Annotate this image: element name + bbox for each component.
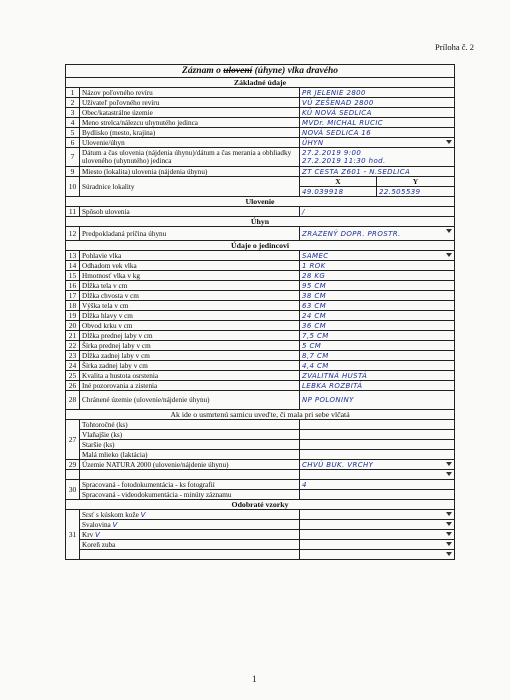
chevron-down-icon <box>446 462 452 466</box>
sample-label: Srsť s kúskom kože V <box>80 510 300 520</box>
row-label: Názov poľovného revíru <box>80 88 300 98</box>
row-label: Súradnice lokality <box>80 177 300 197</box>
record-form: Záznam o ulovení (úhyne) vlka dravého Základné údaje 1 Názov poľovného revíru PR JELENIE 2800 2 Užívateľ poľovného revíru VÚ ZEŠENAD 2800 3 Obec/katastrálne územie KÚ NOVÁ SEDLICA 4 Meno strelca/nálezcu uhynutého jedinca MVDr. MICHAL RUCIC 5 Bydlisko (mesto, krajina) NOVÁ SEDLICA 16 6 Ulovenie/úhyn ÚHYN 7 Dátum a čas ulovenia (nájdenia úhynu)/dátum a čas merania a obhliadky uloveného (uhynutého) jedinca 27.2.2019 9:00 27.2.2019 11:30 hod. 9 Miesto (lokalita) ulovenia (nájdenia úhynu) ZT CESTA Z601 - N.SEDLICA 10 Súradnice lokality X Y 49.039918 22.505539 Ulovenie 11 Spôsob ulovenia / Úhyn 12 Predpokladaná príčina úhynu ZRAZENÝ DOPR. PROSTR. Údaje o jedincovi 13 Pohlavie vlka SAMEC 14 Odhadom vek vlka 1 ROK 15 Hmotnosť vlka v kg 28 KG 16 Dĺžka tela v cm 95 CM 17 Dĺžka chvosta v cm 38 CM 18 Výška tela v cm 63 CM 19 Dĺžka hlavy v cm 24 CM 20 Obvod krku v cm 36 CM 21 Dĺžka prednej laby v cm 7,5 CM 22 Šírka prednej laby v cm 5 CM 23 Dĺžka zadnej laby v cm 8,7 CM 24 Šírka zadnej laby v cm 4,4 CM 25 Kvalita a hustota osrstenia ZVALITNÁ HUSTÁ 26 Iné pozorovania a zistenia LEBKA ROZBITÁ 28 Chránené územie (ulovenie/nájdenie úhynu) NP POLONINY Ak ide o usmrtenú samicu uveďte, či mala pri sebe vlčatá 27 Tohtoročné (ks) Vlaňajšie (ks) Staršie (ks) Malá mlieko (laktácia) 29 Územie NATURA 2000 (ulovenie/nájdenie úhynu) CHVÚ BUK. VRCHY 30 Spracovaná - fotodokumentácia - ks fotografií 4 Spracovaná - videodokumentácia - minúty záznamu Odobraté vzorky 31 Srsť s kúskom kože V Svalovina V Krv V Koreň zuba <box>65 64 455 560</box>
row-value[interactable]: 1 ROK <box>300 261 455 271</box>
row-label: Obvod krku v cm <box>80 321 300 331</box>
row-value[interactable]: 7,5 CM <box>300 331 455 341</box>
coord-x-field[interactable]: 49.039918 <box>300 187 377 197</box>
row-label: Šírka zadnej laby v cm <box>80 361 300 371</box>
row-label: Kvalita a hustota osrstenia <box>80 371 300 381</box>
row-value[interactable]: 27.2.2019 9:00 27.2.2019 11:30 hod. <box>300 148 455 167</box>
row-value[interactable]: 63 CM <box>300 301 455 311</box>
annex-label: Príloha č. 2 <box>435 42 474 52</box>
row-value[interactable]: PR JELENIE 2800 <box>300 88 455 98</box>
cause-dropdown[interactable]: ZRAZENÝ DOPR. PROSTR. <box>300 227 455 241</box>
row-label: Obec/katastrálne územie <box>80 108 300 118</box>
row-label: Šírka prednej laby v cm <box>80 341 300 351</box>
row-label: Chránené územie (ulovenie/nájdenie úhynu) <box>80 391 300 410</box>
row-label: Dĺžka zadnej laby v cm <box>80 351 300 361</box>
sex-dropdown[interactable]: SAMEC <box>300 251 455 261</box>
row-value[interactable]: LEBKA ROZBITÁ <box>300 381 455 391</box>
row-label: Pohlavie vlka <box>80 251 300 261</box>
sample-dropdown[interactable] <box>300 550 455 560</box>
row-value[interactable]: 36 CM <box>300 321 455 331</box>
female-value[interactable] <box>300 420 455 430</box>
chevron-down-icon <box>446 472 452 476</box>
row-value[interactable]: ZVALITNÁ HUSTÁ <box>300 371 455 381</box>
sample-dropdown[interactable] <box>300 520 455 530</box>
row-label: Územie NATURA 2000 (ulovenie/nájdenie úhynu) <box>80 460 300 470</box>
chevron-down-icon <box>446 140 452 144</box>
female-value[interactable] <box>300 440 455 450</box>
row-value[interactable]: 24 CM <box>300 311 455 321</box>
female-value[interactable] <box>300 430 455 440</box>
natura-dropdown[interactable] <box>300 470 455 480</box>
female-item: Staršie (ks) <box>80 440 300 450</box>
sample-dropdown[interactable] <box>300 510 455 520</box>
row-value[interactable]: / <box>300 207 455 217</box>
female-item: Vlaňajšie (ks) <box>80 430 300 440</box>
row-value[interactable]: MVDr. MICHAL RUCIC <box>300 118 455 128</box>
chevron-down-icon <box>446 552 452 556</box>
section-samples: Odobraté vzorky <box>66 500 455 510</box>
section-death: Úhyn <box>66 217 455 227</box>
row-value[interactable]: 28 KG <box>300 271 455 281</box>
row-label <box>80 470 300 480</box>
row-label: Dĺžka prednej laby v cm <box>80 331 300 341</box>
section-basic: Základné údaje <box>66 78 455 88</box>
sample-dropdown[interactable] <box>300 530 455 540</box>
coord-y-field[interactable]: 22.505539 <box>377 187 455 197</box>
doc-video-label: Spracovaná - videodokumentácia - minúty záznamu <box>80 490 300 500</box>
chevron-down-icon <box>446 532 452 536</box>
protected-area-dropdown[interactable]: CHVÚ BUK. VRCHY <box>300 460 455 470</box>
chevron-down-icon <box>446 522 452 526</box>
coord-y-header: Y <box>377 177 455 187</box>
sample-label: Koreň zuba <box>80 540 300 550</box>
chevron-down-icon <box>446 512 452 516</box>
doc-video-value[interactable] <box>300 490 455 500</box>
row-value[interactable]: 8,7 CM <box>300 351 455 361</box>
section-individual: Údaje o jedincovi <box>66 241 455 251</box>
sample-label: Svalovina V <box>80 520 300 530</box>
row-value[interactable]: 4,4 CM <box>300 361 455 371</box>
row-label: Výška tela v cm <box>80 301 300 311</box>
coord-x-header: X <box>300 177 377 187</box>
row-value[interactable]: 95 CM <box>300 281 455 291</box>
female-value[interactable] <box>300 450 455 460</box>
sample-label <box>80 550 300 560</box>
female-item: Tohtoročné (ks) <box>80 420 300 430</box>
chevron-down-icon <box>446 542 452 546</box>
row-label: Meno strelca/nálezcu uhynutého jedinca <box>80 118 300 128</box>
row-label: Dĺžka chvosta v cm <box>80 291 300 301</box>
doc-photo-label: Spracovaná - fotodokumentácia - ks fotografií <box>80 480 300 490</box>
row-label: Ulovenie/úhyn <box>80 138 300 148</box>
status-dropdown[interactable]: ÚHYN <box>300 138 455 148</box>
row-label: Bydlisko (mesto, krajina) <box>80 128 300 138</box>
row-label: Spôsob ulovenia <box>80 207 300 217</box>
section-catch: Ulovenie <box>66 197 455 207</box>
form-title: Záznam o ulovení (úhyne) vlka dravého <box>66 65 455 78</box>
doc-photo-value[interactable]: 4 <box>300 480 455 490</box>
row-label: Dátum a čas ulovenia (nájdenia úhynu)/dátum a čas merania a obhliadky uloveného (uhynutého) jedinca <box>80 148 300 167</box>
chevron-down-icon <box>446 229 452 233</box>
row-value[interactable]: ZT CESTA Z601 - N.SEDLICA <box>300 167 455 177</box>
row-label: Predpokladaná príčina úhynu <box>80 227 300 241</box>
female-note: Ak ide o usmrtenú samicu uveďte, či mala pri sebe vlčatá <box>66 410 455 420</box>
row-value[interactable]: 38 CM <box>300 291 455 301</box>
row-label: Odhadom vek vlka <box>80 261 300 271</box>
row-label: Hmotnosť vlka v kg <box>80 271 300 281</box>
page-number: 1 <box>252 674 257 684</box>
sample-label: Krv V <box>80 530 300 540</box>
sample-dropdown[interactable] <box>300 540 455 550</box>
row-value[interactable]: NP POLONINY <box>300 391 455 410</box>
row-label: Miesto (lokalita) ulovenia (nájdenia úhynu) <box>80 167 300 177</box>
row-label: Dĺžka hlavy v cm <box>80 311 300 321</box>
female-item: Malá mlieko (laktácia) <box>80 450 300 460</box>
row-label: Iné pozorovania a zistenia <box>80 381 300 391</box>
row-value[interactable]: 5 CM <box>300 341 455 351</box>
row-value[interactable]: NOVÁ SEDLICA 16 <box>300 128 455 138</box>
row-value[interactable]: KÚ NOVÁ SEDLICA <box>300 108 455 118</box>
chevron-down-icon <box>446 253 452 257</box>
row-value[interactable]: VÚ ZEŠENAD 2800 <box>300 98 455 108</box>
row-label: Dĺžka tela v cm <box>80 281 300 291</box>
row-label: Užívateľ poľovného revíru <box>80 98 300 108</box>
